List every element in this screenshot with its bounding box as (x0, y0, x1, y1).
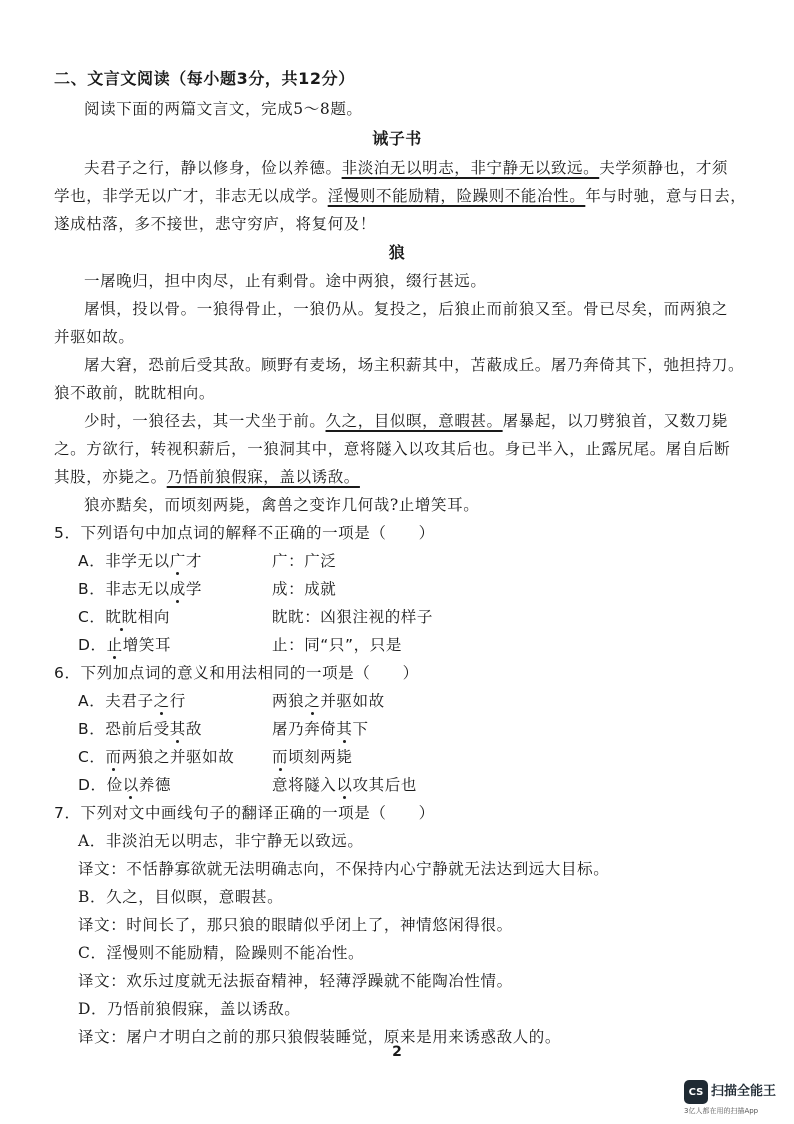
q5-option-c: C．眈眈相向 (78, 608, 170, 626)
text2-para-2-line-2: 并驱如故。 (54, 328, 135, 346)
dotted-word: 其 (336, 720, 353, 738)
underlined-sentence: 久之，目似暝，意暇甚。 (325, 412, 503, 430)
dotted-word: 而 (105, 748, 122, 766)
text2-para-3-line-1: 屠大窘，恐前后受其敌。顾野有麦场，场主积薪其中，苫蔽成丘。屠乃奔倚其下，弛担持刀。 (84, 356, 745, 374)
dotted-word: 成 (169, 580, 186, 598)
text2-title: 狼 (388, 243, 406, 262)
q6-option-d-right: 意将隧入以攻其后也 (272, 776, 417, 794)
q5-option-b-explanation: 成：成就 (272, 580, 337, 598)
watermark-subtitle: 3亿人都在用的扫描App (684, 1107, 759, 1115)
text1-line-2: 学也，非学无以广才，非志无以成学。淫慢则不能励精，险躁则不能冶性。年与时驰，意与日去， (54, 187, 747, 205)
q7-option-c-translation: 译文：欢乐过度就无法振奋精神，轻薄浮躁就不能陶冶性情。 (78, 972, 513, 990)
q7-option-b: B．久之，目似暝，意暇甚。 (78, 888, 284, 906)
dotted-word: 以 (122, 776, 139, 794)
q5-option-d: D．止增笑耳 (78, 636, 172, 654)
page-number: 2 (392, 1044, 402, 1060)
dotted-word: 其 (169, 720, 186, 738)
q7-option-d: D．乃悟前狼假寐，盖以诱敌。 (78, 1000, 301, 1018)
text2-para-4-line-3: 其股，亦毙之。乃悟前狼假寐，盖以诱敌。 (54, 468, 360, 486)
q6-option-c-right: 而顷刻两毙 (272, 748, 353, 766)
dotted-word: 眈眈 (105, 608, 138, 626)
q6-option-b-left: B．恐前后受其敌 (78, 720, 202, 738)
q6-option-a-right: 两狼之并驱如故 (272, 692, 385, 710)
q7-option-a-translation: 译文：不恬静寡欲就无法明确志向，不保持内心宁静就无法达到远大目标。 (78, 860, 610, 878)
dotted-word: 之 (304, 692, 321, 710)
q5-option-d-explanation: 止：同“只”，只是 (272, 636, 402, 654)
q6-option-a-left: A．夫君子之行 (78, 692, 186, 710)
text2-para-4-line-2: 之。方欲行，转视积薪后，一狼洞其中，意将隧入以攻其后也。身已半入，止露尻尾。屠自后断 (54, 440, 731, 458)
q5-option-c-explanation: 眈眈：凶狠注视的样子 (272, 608, 434, 626)
text1-title: 诫子书 (372, 129, 422, 148)
underlined-sentence: 淫慢则不能励精，险躁则不能冶性。 (327, 187, 586, 205)
watermark-name: 扫描全能王 (711, 1084, 777, 1099)
dotted-word: 之 (153, 692, 170, 710)
q6-option-d-left: D．俭以养德 (78, 776, 172, 794)
q5-option-a-explanation: 广：广泛 (272, 552, 337, 570)
dotted-word: 而 (272, 748, 289, 766)
section-instruction: 阅读下面的两篇文言文，完成5～8题。 (84, 100, 363, 118)
q5-stem: 5．下列语句中加点词的解释不正确的一项是（ ） (54, 524, 435, 542)
q7-stem: 7．下列对文中画线句子的翻译正确的一项是（ ） (54, 804, 435, 822)
text2-para-2-line-1: 屠惧，投以骨。一狼得骨止，一狼仍从。复投之，后狼止而前狼又至。骨已尽矣，而两狼之 (84, 300, 729, 318)
q6-stem: 6．下列加点词的意义和用法相同的一项是（ ） (54, 664, 419, 682)
text2-para-5: 狼亦黠矣，而顷刻两毙，禽兽之变诈几何哉?止增笑耳。 (84, 496, 480, 514)
dotted-word: 止 (106, 636, 123, 654)
q7-option-a: A．非淡泊无以明志，非宁静无以致远。 (78, 832, 364, 850)
text2-para-3-line-2: 狼不敢前，眈眈相向。 (54, 384, 216, 402)
text1-line-3: 遂成枯落，多不接世，悲守穷庐，将复何及！ (54, 215, 377, 233)
q7-option-b-translation: 译文：时间长了，那只狼的眼睛似乎闭上了，神情悠闲得很。 (78, 916, 513, 934)
q7-option-d-translation: 译文：屠户才明白之前的那只狼假装睡觉，原来是用来诱惑敌人的。 (78, 1028, 562, 1046)
camscanner-logo-icon: CS (684, 1080, 708, 1104)
underlined-sentence: 非淡泊无以明志，非宁静无以致远。 (341, 159, 600, 177)
q7-option-c: C．淫慢则不能励精，险躁则不能冶性。 (78, 944, 365, 962)
text2-para-1: 一屠晚归，担中肉尽，止有剩骨。途中两狼，缀行甚远。 (84, 272, 487, 290)
section-header: 二、文言文阅读（每小题3分，共12分） (54, 69, 355, 88)
q5-option-a: A．非学无以广才 (78, 552, 202, 570)
q6-option-c-left: C．而两狼之并驱如故 (78, 748, 235, 766)
q6-option-b-right: 屠乃奔倚其下 (272, 720, 369, 738)
text1-line-1: 夫君子之行，静以修身，俭以养德。非淡泊无以明志，非宁静无以致远。夫学须静也，才须 (84, 159, 729, 177)
q5-option-b: B．非志无以成学 (78, 580, 202, 598)
underlined-sentence: 乃悟前狼假寐，盖以诱敌。 (166, 468, 360, 486)
dotted-word: 以 (336, 776, 353, 794)
dotted-word: 广 (169, 552, 186, 570)
text2-para-4-line-1: 少时，一狼径去，其一犬坐于前。久之，目似暝，意暇甚。屠暴起，以刀劈狼首，又数刀毙 (84, 412, 729, 430)
